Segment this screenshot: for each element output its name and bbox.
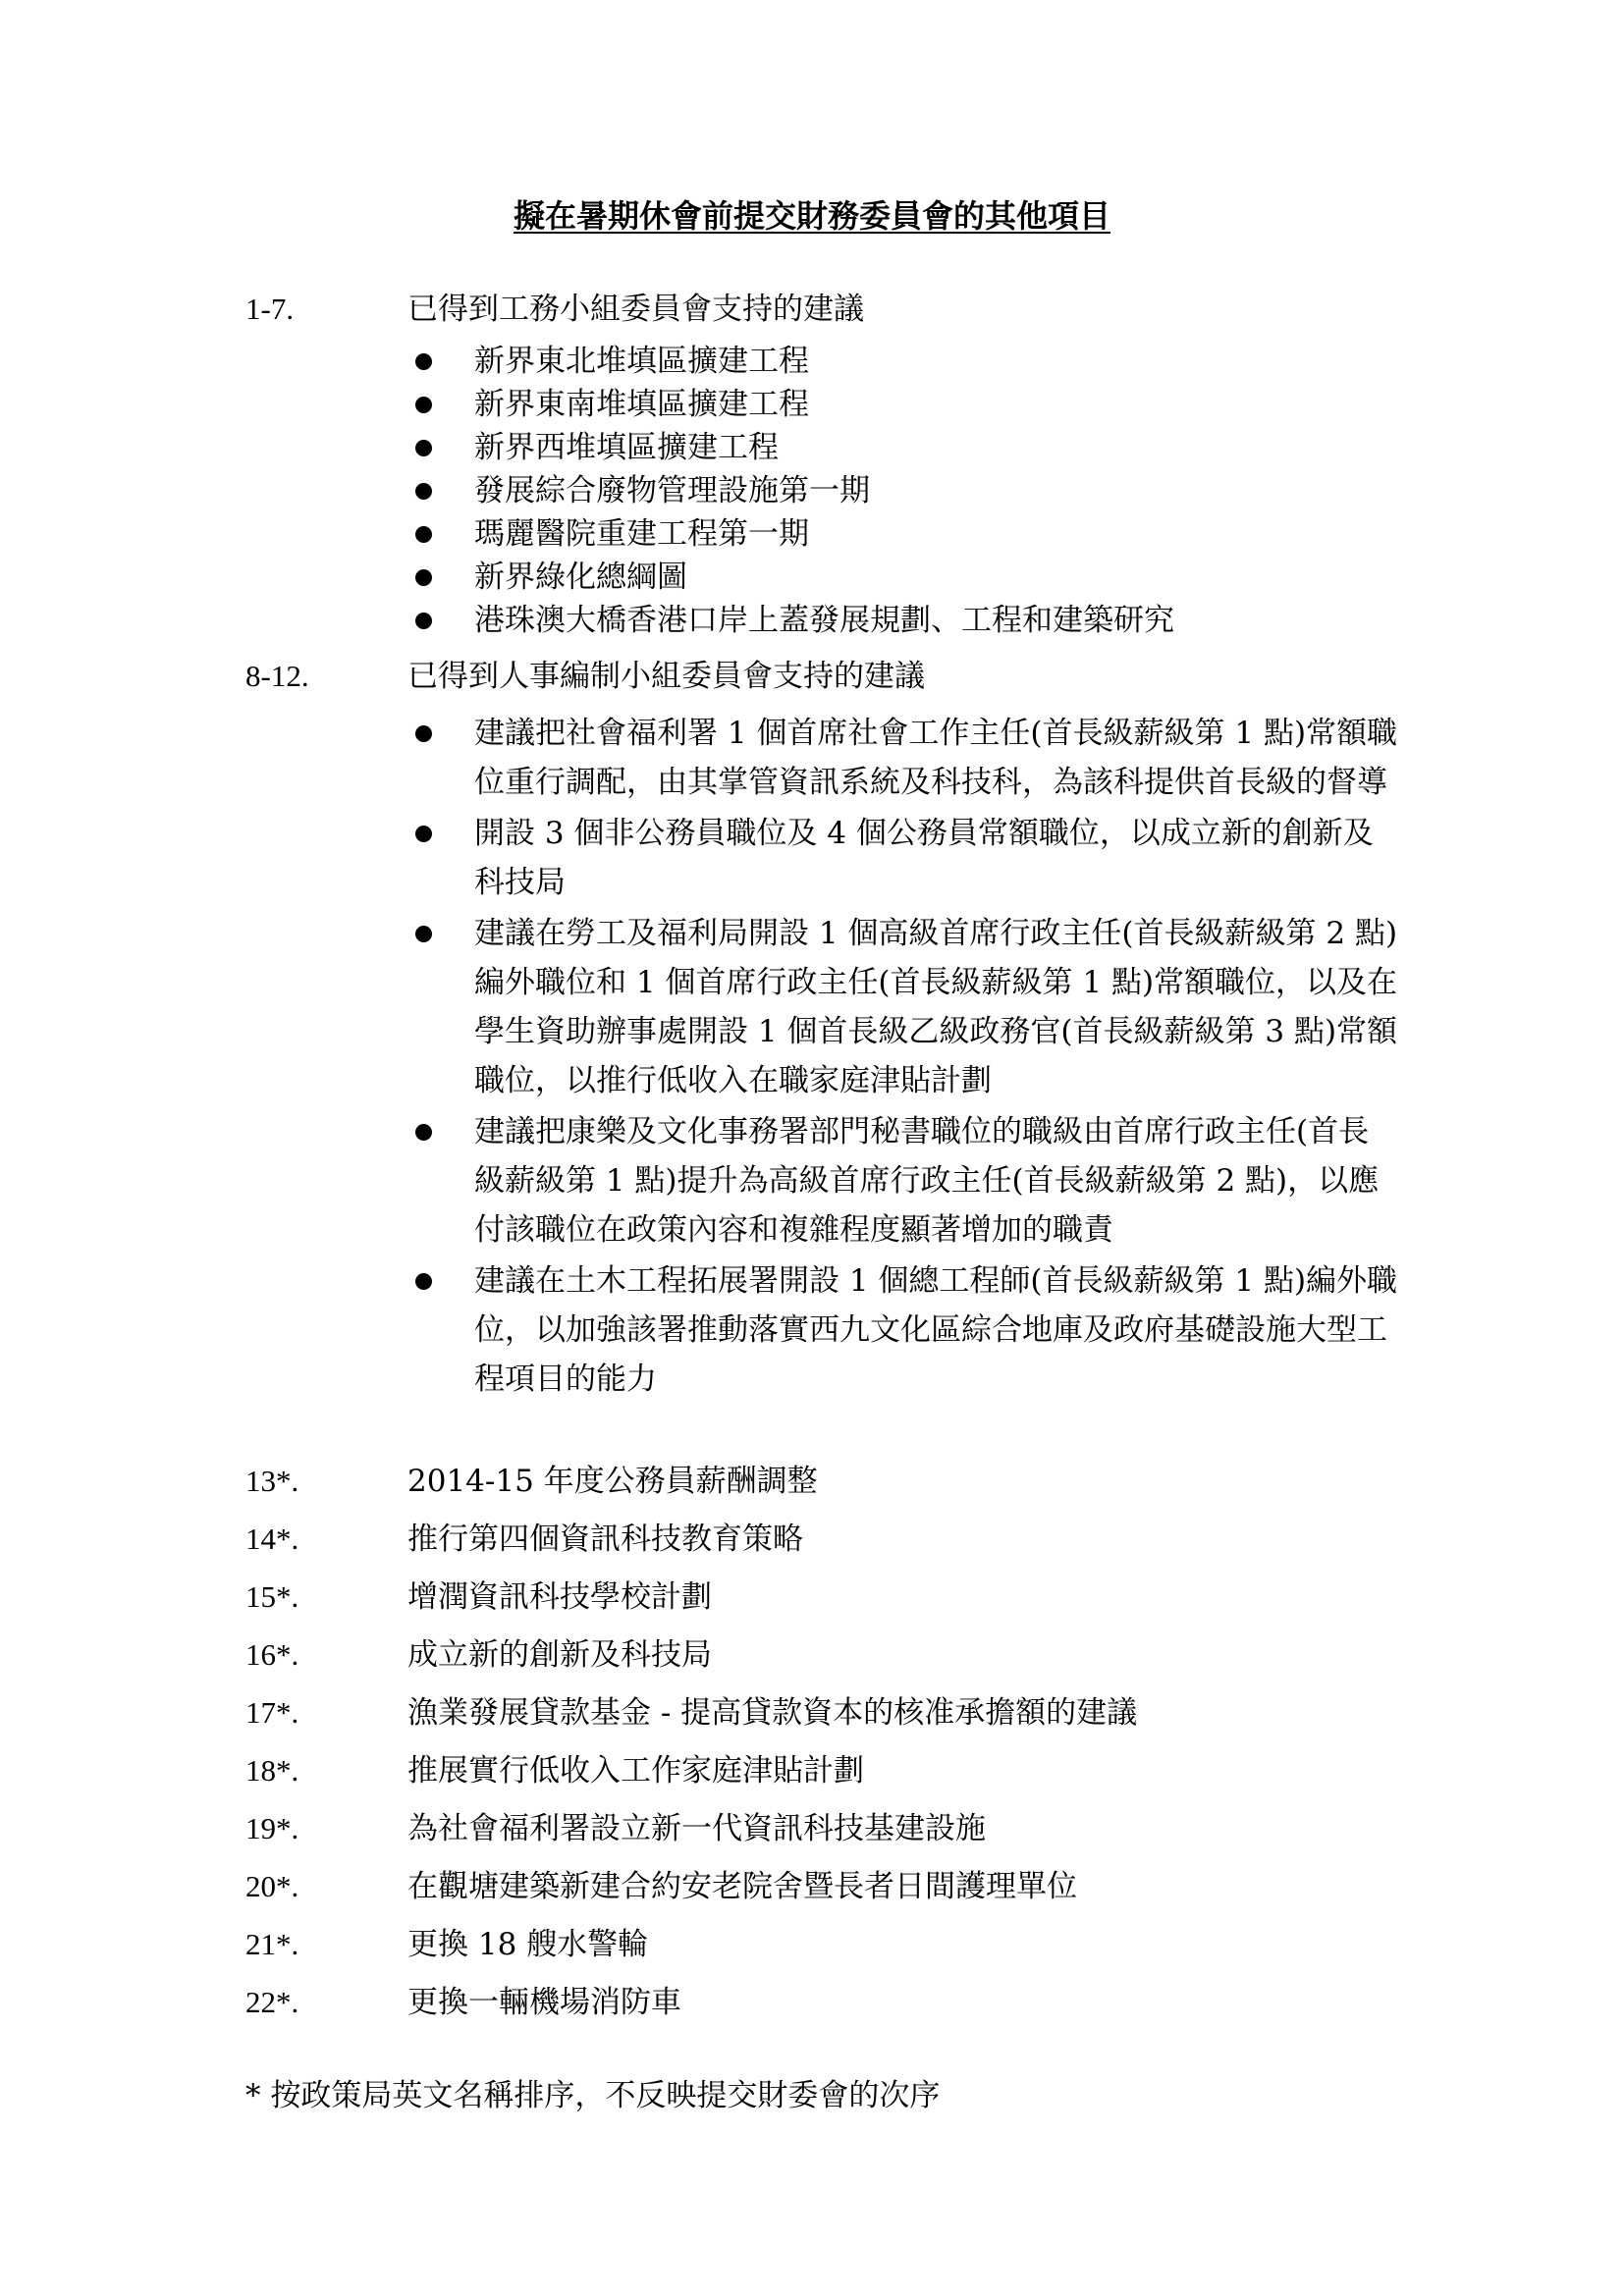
item-number: 16*. (245, 1637, 299, 1672)
list-item (407, 512, 1399, 556)
numbered-item (245, 1864, 1424, 1909)
item-text: 增潤資訊科技學校計劃 (407, 1579, 712, 1615)
list-item (407, 1107, 1399, 1255)
numbered-item (245, 1459, 1424, 1504)
item-text: 2014-15 年度公務員薪酬調整 (407, 1464, 818, 1499)
item-number: 18*. (245, 1753, 299, 1788)
bullet-text: 建議把康樂及文化事務署部門秘書職位的職級由首席行政主任(首長級薪級第 1 點)提升為高級首席行政主任(首長級薪級第 2 點)，以應付該職位在政策內容和複雜程度顯著增加的職責 (474, 1114, 1380, 1248)
item-text: 漁業發展貸款基金 - 提高貸款資本的核准承擔額的建議 (407, 1695, 1138, 1731)
bullet-text: 開設 3 個非公務員職位及 4 個公務員常額職位，以成立新的創新及科技局 (474, 816, 1374, 900)
numbered-item (245, 1980, 1424, 2025)
bullet-icon (415, 613, 432, 629)
bullet-icon (415, 1273, 432, 1290)
list-item (407, 426, 1399, 469)
list-item (407, 709, 1399, 807)
bullet-icon (415, 483, 432, 500)
public-works-bullet-list (407, 340, 1399, 642)
numbered-item (245, 1922, 1424, 1967)
item-text: 在觀塘建築新建合約安老院舍暨長者日間護理單位 (407, 1869, 1077, 1904)
bullet-icon (415, 826, 432, 842)
list-item (407, 556, 1399, 599)
numbered-item (245, 1517, 1424, 1562)
item-text: 推行第四個資訊科技教育策略 (407, 1522, 803, 1557)
bullet-text: 瑪麗醫院重建工程第一期 (474, 516, 809, 552)
footnote: * 按政策局英文名稱排序，不反映提交財委會的次序 (245, 2078, 941, 2113)
section-header-public-works (245, 287, 1424, 332)
bullet-text: 新界東南堆填區擴建工程 (474, 387, 809, 422)
item-number: 13*. (245, 1464, 299, 1498)
item-number: 22*. (245, 1985, 299, 2019)
item-number: 15*. (245, 1579, 299, 1614)
section-number: 1-7. (245, 292, 295, 326)
bullet-text: 發展綜合廢物管理設施第一期 (474, 473, 870, 508)
bullet-text: 新界西堆填區擴建工程 (474, 430, 779, 465)
numbered-item (245, 1632, 1424, 1678)
bullet-icon (415, 725, 432, 742)
numbered-item (245, 1690, 1424, 1735)
item-text: 為社會福利署設立新一代資訊科技基建設施 (407, 1811, 986, 1846)
bullet-text: 建議在勞工及福利局開設 1 個高級首席行政主任(首長級薪級第 2 點)編外職位和 1 個首席行政主任(首長級薪級第 1 點)常額職位，以及在學生資助辦事處開設 1 個首長級乙級政務官(首長級薪級第 3 點)常額職位，以推行低收入在職家庭津貼計劃 (474, 916, 1398, 1098)
bullet-text: 港珠澳大橋香港口岸上蓋發展規劃、工程和建築研究 (474, 603, 1174, 638)
bullet-icon (415, 440, 432, 456)
numbered-item (245, 1748, 1424, 1793)
section-heading: 已得到人事編制小組委員會支持的建議 (407, 659, 925, 694)
list-item (407, 1256, 1399, 1404)
list-item (407, 809, 1399, 907)
section-number: 8-12. (245, 659, 309, 693)
list-item (407, 469, 1399, 512)
page-title (0, 194, 1624, 238)
item-number: 20*. (245, 1869, 299, 1903)
bullet-text: 建議在土木工程拓展署開設 1 個總工程師(首長級薪級第 1 點)編外職位，以加強該署推動落實西九文化區綜合地庫及政府基礎設施大型工程項目的能力 (474, 1263, 1398, 1397)
item-text: 更換 18 艘水警輪 (407, 1927, 649, 1962)
bullet-text: 新界東北堆填區擴建工程 (474, 344, 809, 379)
bullet-icon (415, 926, 432, 942)
item-text: 推展實行低收入工作家庭津貼計劃 (407, 1753, 864, 1789)
bullet-text: 新界綠化總綱圖 (474, 560, 687, 595)
bullet-icon (415, 353, 432, 370)
page-title-text: 擬在暑期休會前提交財務委員會的其他項目 (513, 197, 1110, 235)
list-item (407, 599, 1399, 642)
section-heading: 已得到工務小組委員會支持的建議 (407, 292, 864, 327)
item-number: 17*. (245, 1695, 299, 1730)
item-number: 21*. (245, 1927, 299, 1961)
bullet-text: 建議把社會福利署 1 個首席社會工作主任(首長級薪級第 1 點)常額職位重行調配，由其掌管資訊系統及科技科，為該科提供首長級的督導 (474, 716, 1398, 800)
bullet-icon (415, 397, 432, 413)
item-text: 更換一輛機場消防車 (407, 1985, 681, 2020)
bullet-icon (415, 526, 432, 543)
numbered-item (245, 1575, 1424, 1620)
list-item (407, 340, 1399, 383)
section-header-establishment (245, 654, 1424, 699)
item-text: 成立新的創新及科技局 (407, 1637, 712, 1673)
item-number: 19*. (245, 1811, 299, 1845)
item-number: 14*. (245, 1522, 299, 1556)
bullet-icon (415, 569, 432, 586)
numbered-item (245, 1806, 1424, 1851)
list-item (407, 909, 1399, 1105)
bullet-icon (415, 1124, 432, 1141)
list-item (407, 383, 1399, 426)
establishment-bullet-list (407, 709, 1399, 1406)
